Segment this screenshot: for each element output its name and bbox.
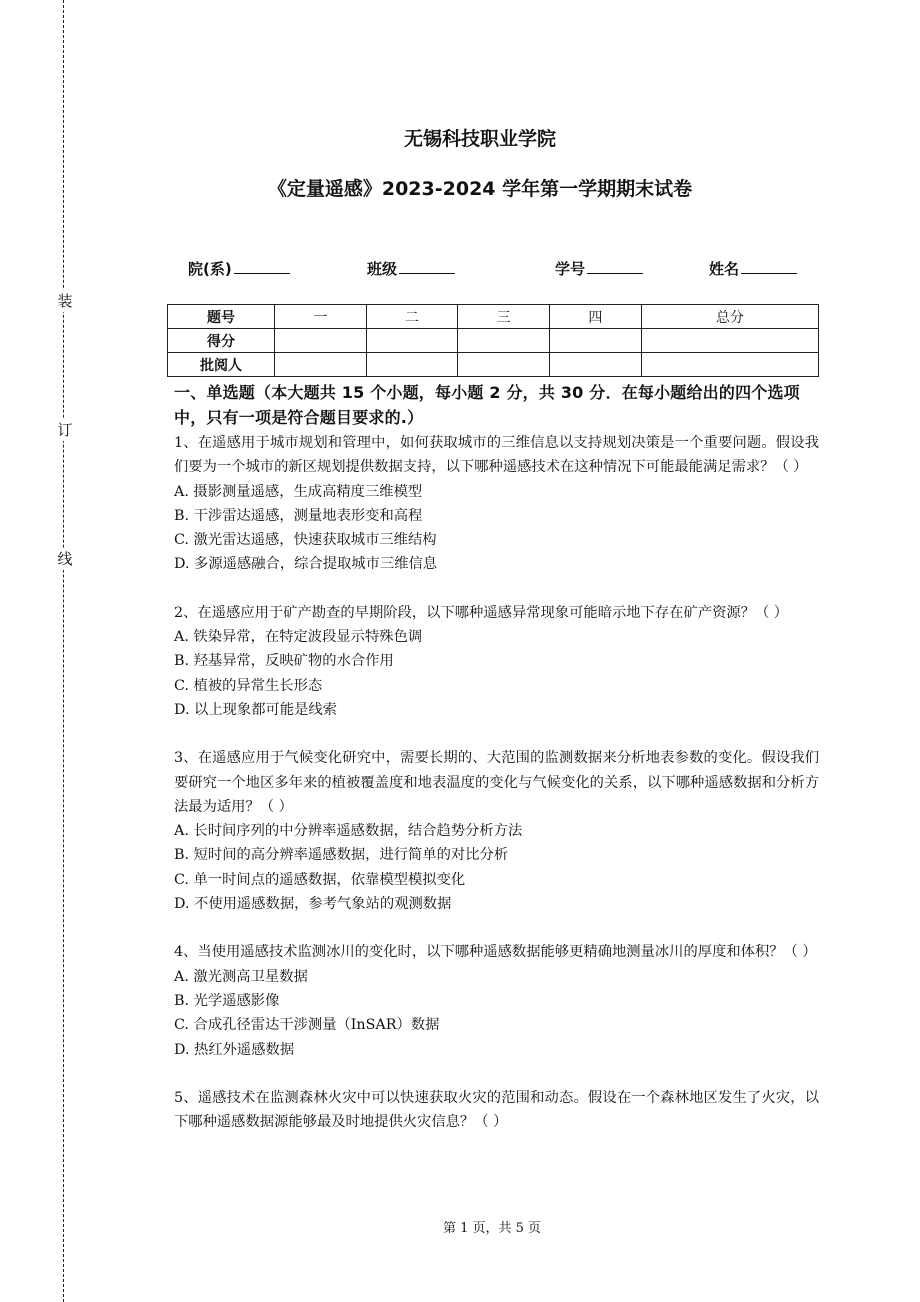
- option-b: B. 短时间的高分辨率遥感数据，进行简单的对比分析: [174, 847, 509, 864]
- option-c: C. 植被的异常生长形态: [174, 677, 323, 694]
- question-4: [174, 940, 819, 1061]
- score-table-row-question-no: [168, 305, 819, 329]
- grader-cell[interactable]: [458, 353, 550, 377]
- question-stem: 5、遥感技术在监测森林火灾中可以快速获取火灾的范围和动态。假设在一个森林地区发生了火灾，以下哪种遥感数据源能够最及时地提供火灾信息？（ ）: [174, 1089, 819, 1131]
- question-stem: 4、当使用遥感技术监测冰川的变化时，以下哪种遥感数据能够更精确地测量冰川的厚度和体积？（ ）: [174, 944, 817, 961]
- score-cell[interactable]: [641, 329, 818, 353]
- option-c: C. 单一时间点的遥感数据，依靠模型模拟变化: [174, 871, 466, 888]
- option-a: A. 长时间序列的中分辨率遥感数据，结合趋势分析方法: [174, 823, 523, 840]
- option-c: C. 激光雷达遥感，快速获取城市三维结构: [174, 532, 437, 549]
- department-label: 院(系): [188, 260, 232, 278]
- option-a: A. 激光测高卫星数据: [174, 968, 308, 985]
- col-header-total: 总分: [641, 305, 818, 329]
- option-d: D. 以上现象都可能是线索: [174, 701, 338, 718]
- exam-title: 《定量遥感》2023-2024 学年第一学期期末试卷: [267, 178, 693, 200]
- option-b: B. 羟基异常，反映矿物的水合作用: [174, 653, 394, 670]
- col-header-1: 一: [275, 305, 367, 329]
- name-field: [709, 258, 797, 279]
- binding-char-ding: 订: [57, 421, 73, 439]
- col-header-3: 三: [458, 305, 550, 329]
- score-table-row-grader: [168, 353, 819, 377]
- name-label: 姓名: [709, 260, 740, 278]
- question-2: [174, 601, 819, 722]
- question-stem: 1、在遥感用于城市规划和管理中，如何获取城市的三维信息以支持规划决策是一个重要问题。假设我们要为一个城市的新区规划提供数据支持，以下哪种遥感技术在这种情况下可能最能满足需求？（ ）: [174, 435, 819, 476]
- student-id-label: 学号: [555, 260, 586, 278]
- option-d: D. 热红外遥感数据: [174, 1041, 295, 1058]
- name-blank[interactable]: [741, 260, 797, 274]
- grader-cell[interactable]: [641, 353, 818, 377]
- score-table-row-score: [168, 329, 819, 353]
- score-table: [167, 304, 819, 377]
- department-field: [188, 258, 290, 279]
- exam-content: [174, 380, 819, 1134]
- option-c: C. 合成孔径雷达干涉测量（InSAR）数据: [174, 1017, 440, 1034]
- col-header-4: 四: [550, 305, 642, 329]
- option-a: A. 摄影测量遥感，生成高精度三维模型: [174, 483, 423, 500]
- grader-cell[interactable]: [366, 353, 458, 377]
- class-blank[interactable]: [399, 260, 455, 274]
- score-cell[interactable]: [275, 329, 367, 353]
- question-1: [174, 431, 819, 577]
- student-id-field: [555, 258, 643, 279]
- grader-cell[interactable]: [550, 353, 642, 377]
- row-header-grader: 批阅人: [168, 353, 275, 377]
- score-cell[interactable]: [550, 329, 642, 353]
- student-id-blank[interactable]: [587, 260, 643, 274]
- option-b: B. 光学遥感影像: [174, 992, 280, 1009]
- binding-char-xian: 线: [57, 550, 73, 568]
- option-d: D. 多源遥感融合，综合提取城市三维信息: [174, 556, 438, 573]
- grader-cell[interactable]: [275, 353, 367, 377]
- department-blank[interactable]: [234, 260, 290, 274]
- binding-char-zhuang: 装: [57, 292, 73, 310]
- col-header-2: 二: [366, 305, 458, 329]
- score-cell[interactable]: [366, 329, 458, 353]
- school-name: 无锡科技职业学院: [403, 128, 556, 150]
- option-a: A. 铁染异常，在特定波段显示特殊色调: [174, 629, 423, 646]
- row-header-question-no: 题号: [168, 305, 275, 329]
- question-stem: 3、在遥感应用于气候变化研究中，需要长期的、大范围的监测数据来分析地表参数的变化。假设我们要研究一个地区多年来的植被覆盖度和地表温度的变化与气候变化的关系，以下哪种遥感数据和分析方法最为适用？（ ）: [174, 750, 819, 815]
- question-3: [174, 746, 819, 916]
- question-5: [174, 1086, 819, 1135]
- option-d: D. 不使用遥感数据，参考气象站的观测数据: [174, 896, 452, 913]
- page-footer: 第 1 页，共 5 页: [442, 1221, 542, 1236]
- question-stem: 2、在遥感应用于矿产勘查的早期阶段，以下哪种遥感异常现象可能暗示地下存在矿产资源？（ ）: [174, 604, 789, 621]
- class-label: 班级: [367, 260, 398, 278]
- row-header-score: 得分: [168, 329, 275, 353]
- option-b: B. 干涉雷达遥感，测量地表形变和高程: [174, 507, 423, 524]
- class-field: [367, 258, 455, 279]
- section-heading: 一、单选题（本大题共 15 个小题，每小题 2 分，共 30 分．在每小题给出的四个选项中，只有一项是符合题目要求的.）: [174, 383, 800, 427]
- score-cell[interactable]: [458, 329, 550, 353]
